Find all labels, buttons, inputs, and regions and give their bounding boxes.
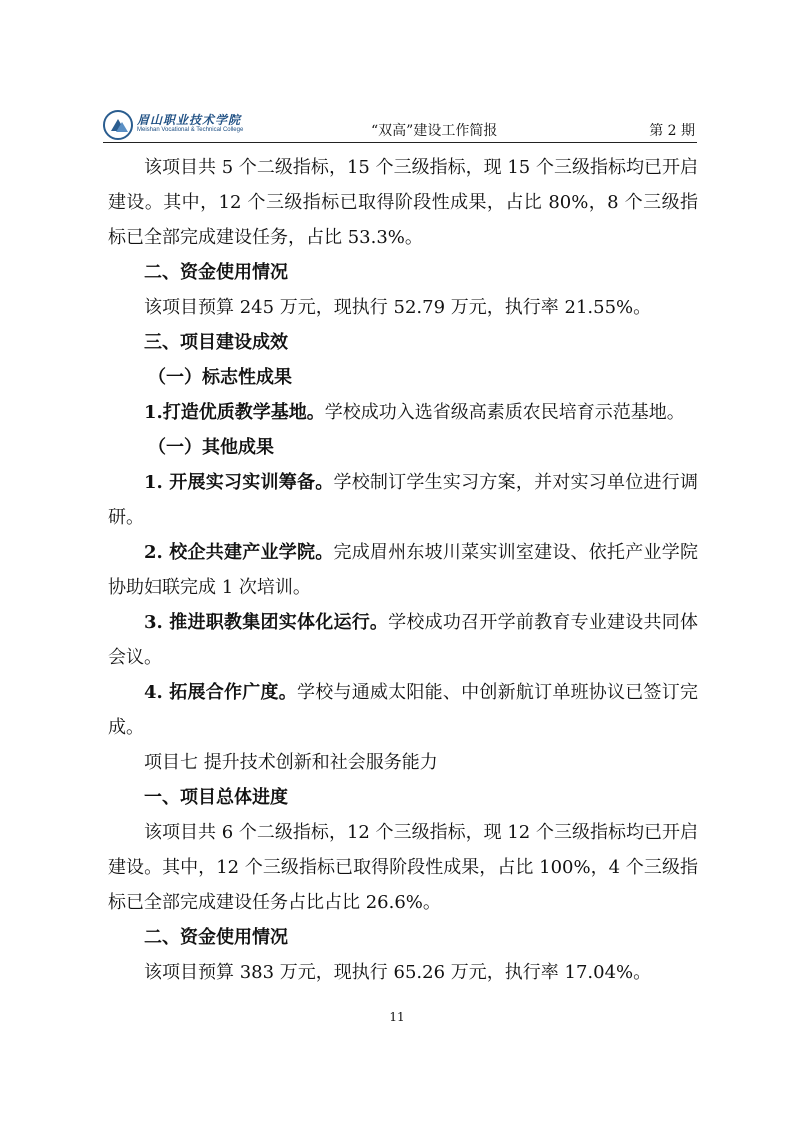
- heading-overall-progress: 一、项目总体进度: [144, 787, 288, 808]
- item-other-3: [108, 605, 698, 675]
- item-text: 学校制订学生实习方案，并对实习单位进行调研。: [108, 472, 698, 528]
- heading-funds-1: 二、资金使用情况: [144, 262, 288, 283]
- heading-landmark-results: （一）标志性成果: [148, 367, 292, 388]
- page-body: [108, 150, 698, 990]
- item-text: 学校与通威太阳能、中创新航订单班协议已签订完成。: [108, 682, 699, 738]
- item-other-4: [108, 675, 698, 745]
- item-text: 学校成功入选省级高素质农民培育示范基地。: [324, 402, 685, 423]
- item-text: 学校成功召开学前教育专业建设共同体会议。: [108, 612, 698, 668]
- paragraph-funds-2: 该项目预算 383 万元，现执行 65.26 万元，执行率 17.04%。: [144, 962, 652, 983]
- item-other-1: [108, 465, 698, 535]
- bulletin-title: “双高”建设工作简报: [371, 123, 498, 139]
- item-lead: 3. 推进职教集团实体化运行。: [144, 612, 389, 633]
- item-lead: 4. 拓展合作广度。: [144, 682, 297, 703]
- item-landmark-1: [108, 395, 698, 430]
- page-number: 11: [389, 1010, 405, 1024]
- item-lead: 1. 开展实习实训筹备。: [144, 472, 334, 493]
- heading-funds-2: 二、资金使用情况: [144, 927, 288, 948]
- college-logo: [103, 110, 263, 142]
- heading-other-results: （一）其他成果: [148, 437, 274, 458]
- heading-effects: 三、项目建设成效: [144, 332, 288, 353]
- paragraph-progress-2: 该项目共 6 个二级指标，12 个三级指标，现 12 个三级指标均已开启建设。其中，12 个三级指标已取得阶段性成果，占比 100%，4 个三级指标已全部完成建设任务占比占比 26.6%。: [108, 822, 698, 913]
- paragraph-funds-1: 该项目预算 245 万元，现执行 52.79 万元，执行率 21.55%。: [144, 297, 652, 318]
- page-header: [103, 108, 697, 144]
- mountain-emblem-icon: [103, 110, 133, 140]
- item-lead: 1.打造优质教学基地。: [144, 402, 325, 423]
- project-seven-title: 项目七 提升技术创新和社会服务能力: [144, 752, 438, 773]
- paragraph-progress-1: 该项目共 5 个二级指标，15 个三级指标，现 15 个三级指标均已开启建设。其中，12 个三级指标已取得阶段性成果，占比 80%，8 个三级指标已全部完成建设任务，占比 53.3%。: [108, 157, 698, 248]
- item-other-2: [108, 535, 698, 605]
- issue-number: 第 2 期: [649, 123, 695, 139]
- logo-name: 眉山职业技术学院: [137, 113, 242, 127]
- item-lead: 2. 校企共建产业学院。: [144, 542, 334, 563]
- header-divider: [103, 142, 697, 143]
- item-text: 完成眉州东坡川菜实训室建设、依托产业学院协助妇联完成 1 次培训。: [108, 542, 698, 598]
- logo-english-name: Meishan Vocational & Technical College: [137, 127, 244, 133]
